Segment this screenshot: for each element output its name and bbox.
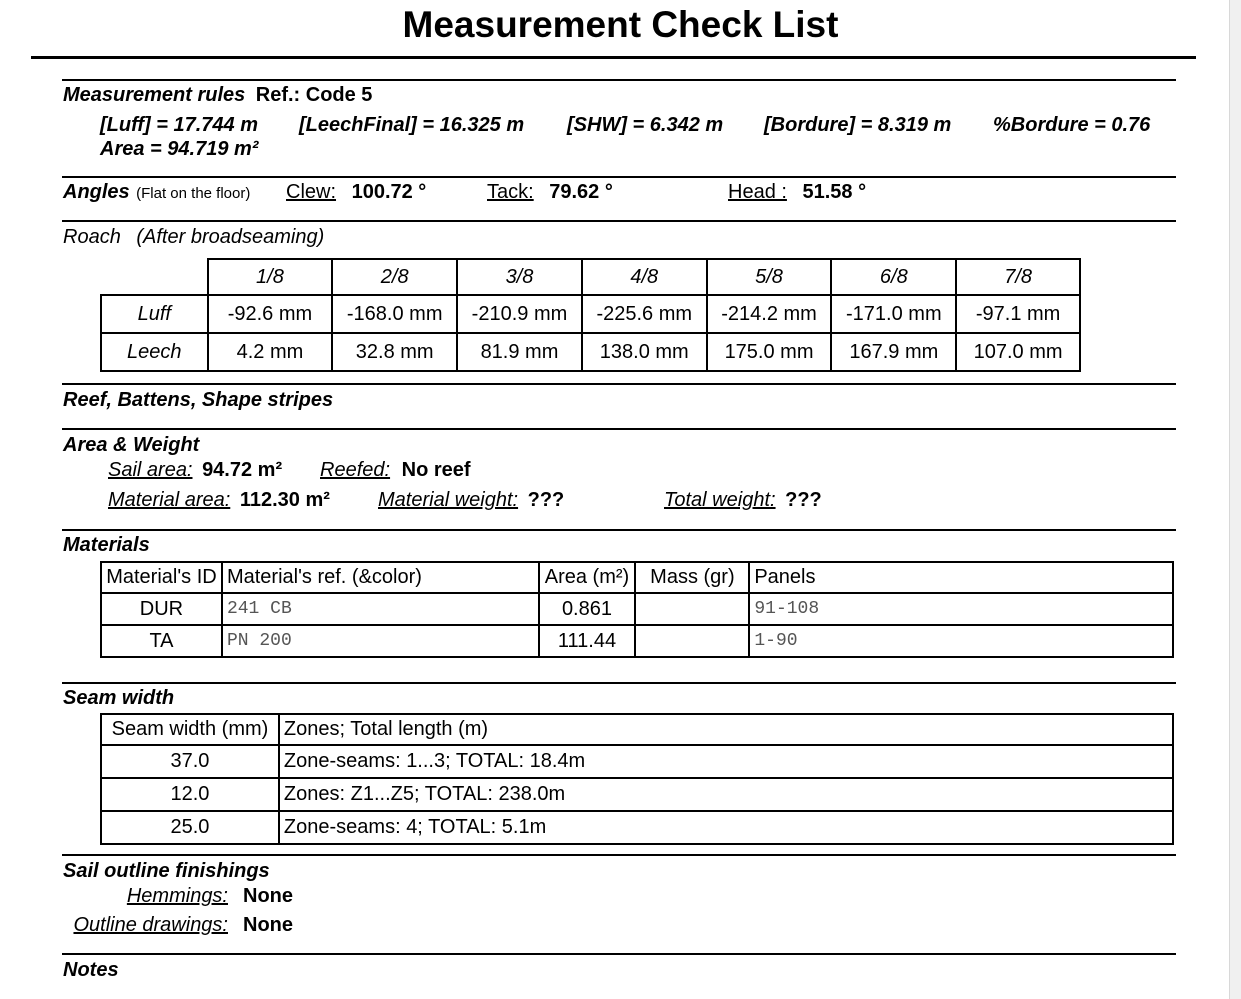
tack-value: 79.62 ° <box>549 181 613 203</box>
total-weight-value: ??? <box>785 489 822 511</box>
roach-cell: -225.6 mm <box>582 295 707 333</box>
materials-header: Material's ref. (&color) <box>222 562 539 593</box>
roach-col-header: 7/8 <box>956 259 1080 295</box>
roach-cell: -171.0 mm <box>831 295 956 333</box>
angles-label: Angles <box>63 181 130 203</box>
roach-cell: -97.1 mm <box>956 295 1080 333</box>
page-title: Measurement Check List <box>402 4 839 45</box>
page-edge-scrollbar <box>1229 0 1241 999</box>
tack-label: Tack: <box>487 181 534 203</box>
divider <box>62 682 1176 684</box>
bordure-length: [Bordure] = 8.319 m <box>764 114 952 136</box>
material-weight-value: ??? <box>527 489 565 511</box>
area-weight-heading: Area & Weight <box>63 434 200 456</box>
sail-area-label: Sail area: <box>108 459 193 481</box>
table-row <box>101 811 1173 844</box>
roach-col-header: 2/8 <box>332 259 457 295</box>
roach-cell: -168.0 mm <box>332 295 457 333</box>
material-area-label: Material area: <box>108 489 231 511</box>
seam-header: Seam width (mm) <box>101 714 279 745</box>
roach-cell: 4.2 mm <box>208 333 333 371</box>
material-panels: 1-90 <box>749 625 1173 657</box>
seam-width-value: 12.0 <box>101 778 279 811</box>
materials-header-row <box>101 562 1173 593</box>
divider <box>62 428 1176 430</box>
divider <box>62 529 1176 531</box>
roach-col-header: 6/8 <box>831 259 956 295</box>
roach-corner <box>101 259 208 295</box>
material-mass <box>635 625 749 657</box>
sail-area <box>108 459 282 482</box>
seam-width-value: 25.0 <box>101 811 279 844</box>
material-id: DUR <box>101 593 222 625</box>
notes-heading: Notes <box>63 959 119 981</box>
table-row <box>101 295 1080 333</box>
roach-cell: 175.0 mm <box>707 333 832 371</box>
divider <box>62 383 1176 385</box>
seam-header: Zones; Total length (m) <box>279 714 1173 745</box>
head-angle <box>728 181 866 204</box>
materials-heading: Materials <box>63 534 150 556</box>
reef-heading: Reef, Battens, Shape stripes <box>63 389 334 411</box>
reefed-label: Reefed: <box>320 459 391 481</box>
material-id: TA <box>101 625 222 657</box>
roach-col-header: 5/8 <box>707 259 832 295</box>
table-row <box>101 333 1080 371</box>
total-weight <box>664 489 822 512</box>
measurement-rules-heading <box>63 84 372 107</box>
divider <box>62 176 1176 178</box>
hemmings-label: Hemmings: <box>126 885 228 907</box>
clew-value: 100.72 ° <box>351 181 427 203</box>
seam-zones: Zone-seams: 4; TOTAL: 5.1m <box>279 811 1173 844</box>
material-area-value: 112.30 m² <box>239 489 330 511</box>
pct-bordure: %Bordure = 0.76 <box>993 114 1151 136</box>
table-row <box>101 625 1173 657</box>
outline-drawings-value: None <box>243 914 293 936</box>
table-row <box>101 593 1173 625</box>
table-row <box>101 778 1173 811</box>
shw-length: [SHW] = 6.342 m <box>567 114 724 136</box>
angles-heading <box>63 181 250 204</box>
material-ref: PN 200 <box>222 625 539 657</box>
tack-angle <box>487 181 613 204</box>
sail-area-value: 94.72 m² <box>202 459 283 481</box>
roach-header-row <box>101 259 1080 295</box>
reefed-value: No reef <box>401 459 471 481</box>
materials-header: Panels <box>749 562 1173 593</box>
angles-note: (Flat on the floor) <box>136 185 251 202</box>
measurement-rules-ref: Ref.: Code 5 <box>255 84 373 106</box>
roach-cell: 138.0 mm <box>582 333 707 371</box>
divider <box>62 953 1176 955</box>
roach-row-label: Leech <box>101 333 208 371</box>
head-label: Head : <box>728 181 787 203</box>
seam-header-row <box>101 714 1173 745</box>
roach-cell: 81.9 mm <box>457 333 582 371</box>
roach-heading <box>63 226 324 249</box>
divider <box>62 220 1176 222</box>
material-area <box>108 489 330 512</box>
head-value: 51.58 ° <box>802 181 867 203</box>
seam-zones: Zone-seams: 1...3; TOTAL: 18.4m <box>279 745 1173 778</box>
luff-length: [Luff] = 17.744 m <box>100 114 259 136</box>
material-mass <box>635 593 749 625</box>
divider <box>62 79 1176 81</box>
table-row <box>101 745 1173 778</box>
seam-zones: Zones: Z1...Z5; TOTAL: 238.0m <box>279 778 1173 811</box>
measurement-rules-label: Measurement rules <box>63 84 246 106</box>
roach-col-header: 4/8 <box>582 259 707 295</box>
seam-width-value: 37.0 <box>101 745 279 778</box>
clew-label: Clew: <box>286 181 337 203</box>
reefed <box>320 459 471 482</box>
seam-width-heading: Seam width <box>63 687 175 709</box>
materials-header: Mass (gr) <box>635 562 749 593</box>
roach-note: (After broadseaming) <box>136 226 325 248</box>
roach-cell: -214.2 mm <box>707 295 832 333</box>
roach-col-header: 3/8 <box>457 259 582 295</box>
material-panels: 91-108 <box>749 593 1173 625</box>
total-weight-label: Total weight: <box>664 489 776 511</box>
material-weight <box>378 489 564 512</box>
roach-col-header: 1/8 <box>208 259 333 295</box>
roach-cell: -210.9 mm <box>457 295 582 333</box>
roach-cell: 167.9 mm <box>831 333 956 371</box>
roach-table <box>100 258 1081 372</box>
divider <box>62 854 1176 856</box>
clew-angle <box>286 181 426 204</box>
material-area: 0.861 <box>539 593 636 625</box>
leech-final-length: [LeechFinal] = 16.325 m <box>299 114 525 136</box>
roach-row-label: Luff <box>101 295 208 333</box>
roach-cell: 32.8 mm <box>332 333 457 371</box>
sail-area-rule: Area = 94.719 m² <box>100 138 259 160</box>
roach-label: Roach <box>63 226 121 248</box>
title-rule <box>31 56 1196 59</box>
roach-cell: -92.6 mm <box>208 295 333 333</box>
hemmings-value: None <box>243 885 293 907</box>
materials-header: Material's ID <box>101 562 222 593</box>
roach-cell: 107.0 mm <box>956 333 1080 371</box>
material-ref: 241 CB <box>222 593 539 625</box>
seam-width-table <box>100 713 1174 845</box>
material-weight-label: Material weight: <box>378 489 519 511</box>
materials-table <box>100 561 1174 658</box>
outline-drawings-label: Outline drawings: <box>73 914 228 936</box>
outline-heading: Sail outline finishings <box>63 860 270 882</box>
materials-header: Area (m²) <box>539 562 636 593</box>
material-area: 111.44 <box>539 625 636 657</box>
